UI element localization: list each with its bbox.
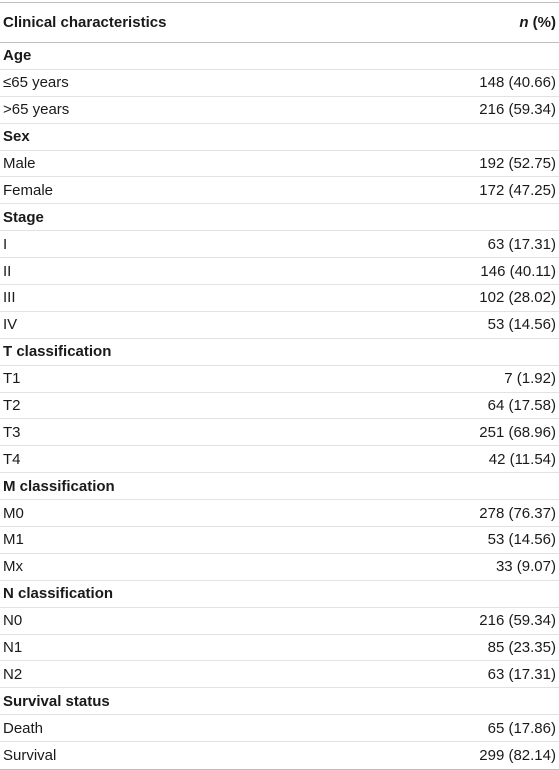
row-label: N1	[3, 639, 23, 657]
table-row	[0, 258, 559, 285]
row-label: Male	[3, 155, 36, 172]
table-row	[0, 285, 559, 312]
header-n: n	[519, 14, 529, 31]
row-label: ≤65 years	[3, 74, 69, 92]
section-title: Age	[3, 47, 32, 65]
section-row	[0, 124, 559, 151]
table-row	[0, 312, 559, 339]
table-row	[0, 151, 559, 178]
table-row	[0, 635, 559, 662]
row-value: 7 (1.92)	[504, 370, 556, 388]
header-pct: (%)	[528, 14, 556, 31]
table-row	[0, 419, 559, 446]
row-value: 102 (28.02)	[479, 289, 556, 307]
section-row	[0, 581, 559, 608]
table-row	[0, 177, 559, 204]
section-title: Survival status	[3, 692, 110, 710]
row-value: 146 (40.11)	[480, 262, 556, 280]
row-label: >65 years	[3, 101, 70, 119]
table-row	[0, 554, 559, 581]
row-label: M1	[3, 531, 24, 549]
table-row	[0, 231, 559, 258]
clinical-characteristics-table	[0, 2, 559, 770]
row-label: M0	[3, 504, 24, 522]
table-row	[0, 70, 559, 97]
table-row	[0, 608, 559, 635]
header-characteristics: Clinical characteristics	[3, 14, 167, 31]
table-row	[0, 97, 559, 124]
row-label: IV	[3, 316, 18, 334]
row-value: 216 (59.34)	[479, 101, 556, 119]
row-label: Mx	[3, 558, 23, 576]
table-header-row	[0, 3, 559, 43]
section-title: T classification	[3, 343, 112, 361]
row-label: N2	[3, 665, 23, 683]
table-row	[0, 715, 559, 742]
row-value: 192 (52.75)	[479, 155, 556, 172]
row-value: 65 (17.86)	[487, 719, 556, 737]
row-value: 299 (82.14)	[479, 747, 556, 765]
row-label: Death	[3, 719, 44, 737]
row-label: I	[3, 235, 8, 253]
section-title: Sex	[3, 128, 30, 146]
section-title: N classification	[3, 585, 114, 603]
row-label: III	[3, 289, 16, 307]
row-label: Female	[3, 181, 54, 199]
table-row	[0, 446, 559, 473]
row-value: 85 (23.35)	[487, 639, 556, 657]
table-row	[0, 527, 559, 554]
table-row	[0, 742, 559, 769]
row-value: 42 (11.54)	[488, 450, 556, 468]
row-value: 278 (76.37)	[479, 504, 556, 522]
row-label: T4	[3, 450, 21, 468]
table-row	[0, 500, 559, 527]
table-row	[0, 393, 559, 420]
row-label: T3	[3, 423, 21, 441]
row-label: Survival	[3, 747, 57, 765]
section-row	[0, 204, 559, 231]
row-value: 63 (17.31)	[487, 665, 556, 683]
row-value: 216 (59.34)	[479, 612, 556, 630]
row-value: 63 (17.31)	[487, 235, 556, 253]
section-row	[0, 688, 559, 715]
row-label: T1	[3, 370, 21, 388]
table-row	[0, 366, 559, 393]
section-row	[0, 339, 559, 366]
section-title: M classification	[3, 477, 115, 495]
row-label: N0	[3, 612, 23, 630]
row-value: 64 (17.58)	[487, 397, 556, 415]
section-title: Stage	[3, 208, 44, 226]
row-value: 53 (14.56)	[487, 316, 556, 334]
section-row	[0, 43, 559, 70]
row-value: 251 (68.96)	[479, 423, 556, 441]
row-value: 53 (14.56)	[487, 531, 556, 549]
row-value: 33 (9.07)	[495, 558, 556, 576]
section-row	[0, 473, 559, 500]
table-body	[0, 43, 559, 769]
row-label: T2	[3, 397, 21, 415]
row-value: 148 (40.66)	[479, 74, 556, 92]
table-row	[0, 661, 559, 688]
header-n-percent	[519, 14, 556, 31]
row-label: II	[3, 262, 12, 280]
row-value: 172 (47.25)	[479, 181, 556, 199]
